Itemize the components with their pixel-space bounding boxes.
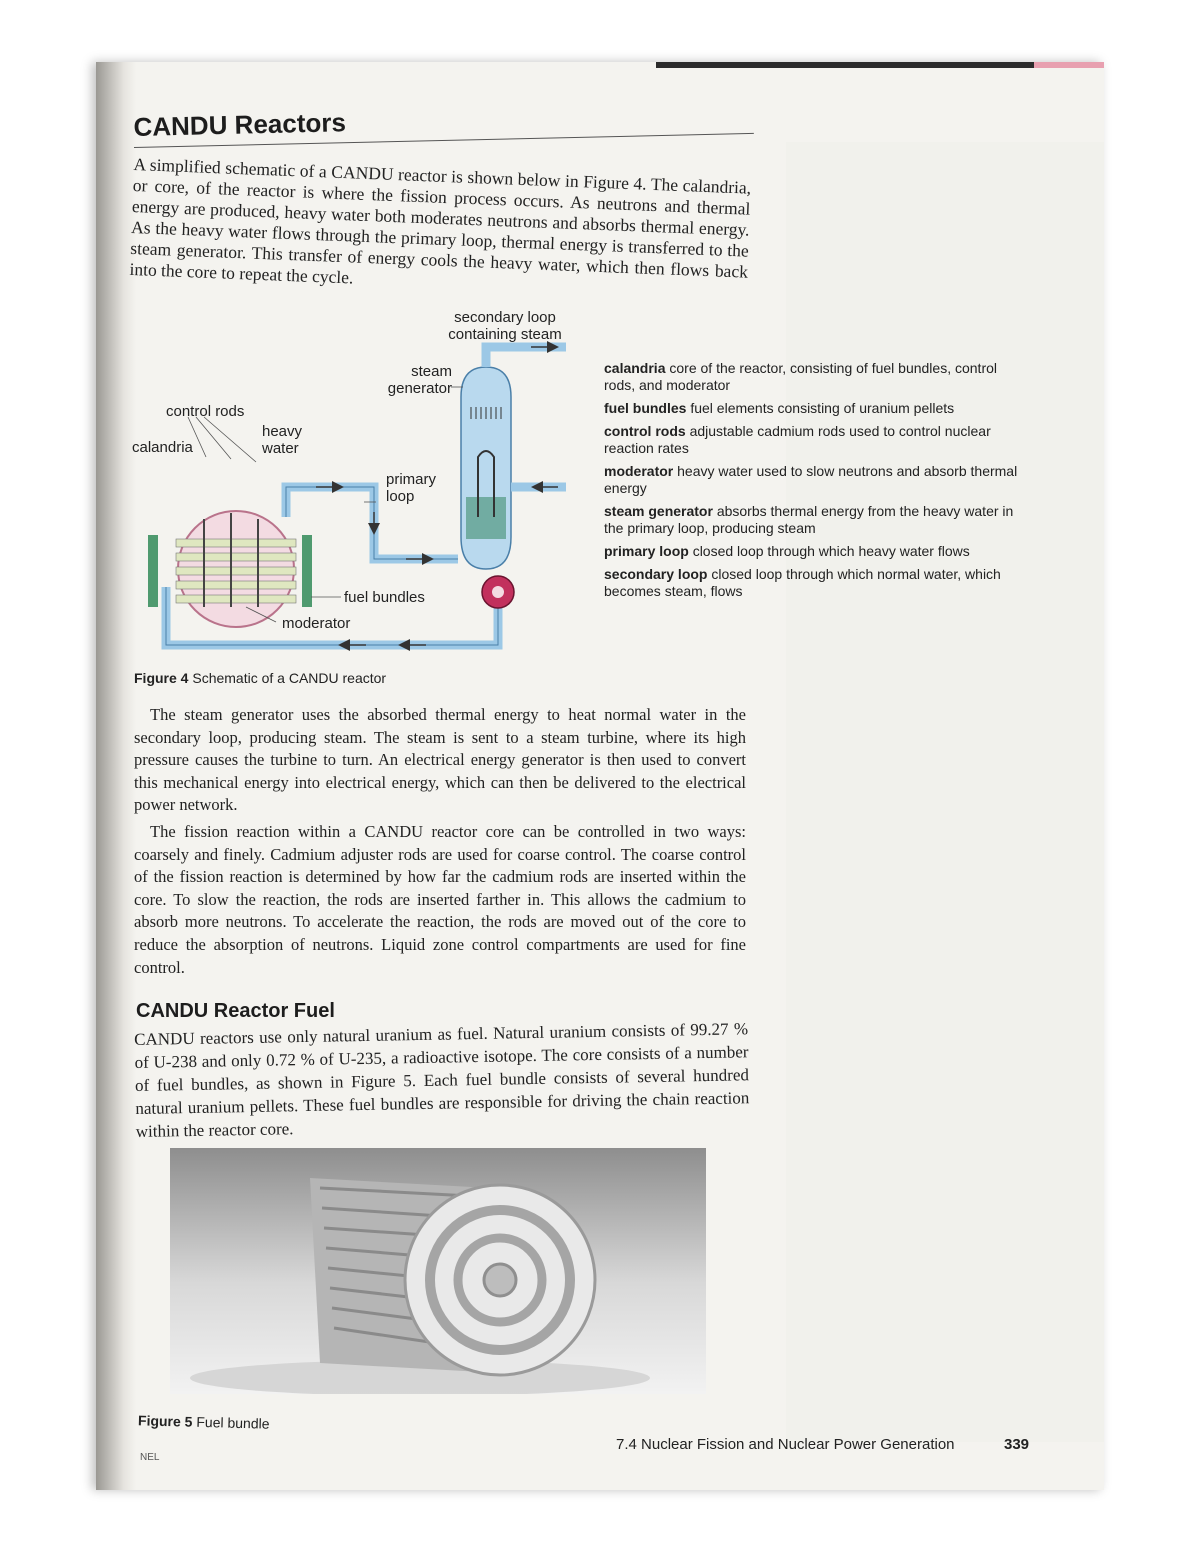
- label-steam-generator: steam generator: [387, 363, 452, 397]
- fuel-bundle-illustration: [170, 1148, 706, 1394]
- body-text: [134, 704, 746, 983]
- label-control-rods: control rods: [166, 403, 245, 420]
- glossary-item: control rods adjustable cadmium rods used to control nuclear reaction rates: [604, 423, 991, 456]
- label-secondary-loop: secondary loop containing steam: [448, 309, 562, 343]
- glossary-item: primary loop closed loop through which heavy water flows: [604, 543, 970, 559]
- body-paragraph: The steam generator uses the absorbed thermal energy to heat normal water in the secondary loop, producing steam. The steam is sent to a steam turbine, where its high pressure causes the turbine to turn. An electrical energy generator is then used to convert this mechanical energy into electrical energy, which can then be delivered to the electrical power network.: [134, 705, 746, 815]
- textbook-page: [96, 62, 1104, 1490]
- steam-separators: [471, 407, 501, 419]
- subsection-title: CANDU Reactor Fuel: [136, 1000, 335, 1022]
- label-primary-loop: primary loop: [386, 471, 437, 505]
- label-heavy-water: heavy water: [262, 423, 303, 457]
- glossary-item: steam generator absorbs thermal energy from the heavy water in the primary loop, producing steam: [604, 503, 1014, 536]
- figure-4-caption: Figure 4 Schematic of a CANDU reactor: [134, 670, 387, 686]
- section-title: CANDU Reactors: [133, 98, 754, 148]
- figure-5-caption: Figure 5 Fuel bundle: [137, 1412, 270, 1432]
- running-footer: 7.4 Nuclear Fission and Nuclear Power Generation: [616, 1436, 955, 1453]
- fuel-text: [134, 1017, 750, 1143]
- secondary-loop-steam-pipe: [486, 347, 566, 367]
- figure-5-fuel-bundle-photo: [170, 1148, 706, 1394]
- fuel-paragraph: CANDU reactors use only natural uranium as fuel. Natural uranium consists of 99.27 % of U-238 and only 0.72 % of U-235, a radioactive isotope. The core consists of a number of fuel bundles, as shown in Figure 5. Each fuel bundle consists of several hundred natural uranium pellets. These fuel bundles are responsible for driving the chain reaction within the reactor core.: [134, 1019, 750, 1141]
- title-block: [133, 107, 754, 148]
- intro-paragraph: A simplified schematic of a CANDU reactor is shown below in Figure 4. The calandria, or core, of the reactor is where the fission process occurs. As neutrons and thermal energy are produced, heavy water both moderates neutrons and absorbs thermal energy. As the heavy water flows through the primary loop, thermal energy is transferred to the steam generator. This transfer of energy cools the heavy water, which then flows back into the core to repeat the cycle.: [129, 154, 752, 288]
- page-number: 339: [1004, 1436, 1030, 1453]
- glossary-list: [604, 360, 1024, 606]
- glossary-item: secondary loop closed loop through which normal water, which becomes steam, flows: [604, 566, 1001, 599]
- label-moderator: moderator: [282, 615, 351, 632]
- label-fuel-bundles: fuel bundles: [344, 589, 425, 606]
- body-paragraph: The fission reaction within a CANDU reactor core can be controlled in two ways: coarsely and finely. Cadmium adjuster rods are used for coarse control. The coarse control of the fission reaction is determined by how far the cadmium rods are inserted within the core. To slow the reaction, the rods are inserted farther in. This allows the cadmium to absorb more neutrons. To accelerate the reaction, the rods are moved out of the core to reduce the absorption of neutrons. Liquid zone control compartments are used for fine control.: [134, 821, 746, 977]
- glossary-item: moderator heavy water used to slow neutrons and absorb thermal energy: [604, 463, 1018, 496]
- glossary-item: calandria core of the reactor, consisting of fuel bundles, control rods, and moderator: [604, 360, 998, 393]
- publisher-mark: NEL: [140, 1452, 160, 1463]
- label-calandria: calandria: [132, 439, 193, 456]
- glossary-item: fuel bundles fuel elements consisting of uranium pellets: [604, 400, 955, 416]
- page-tab-edge: [1034, 62, 1104, 68]
